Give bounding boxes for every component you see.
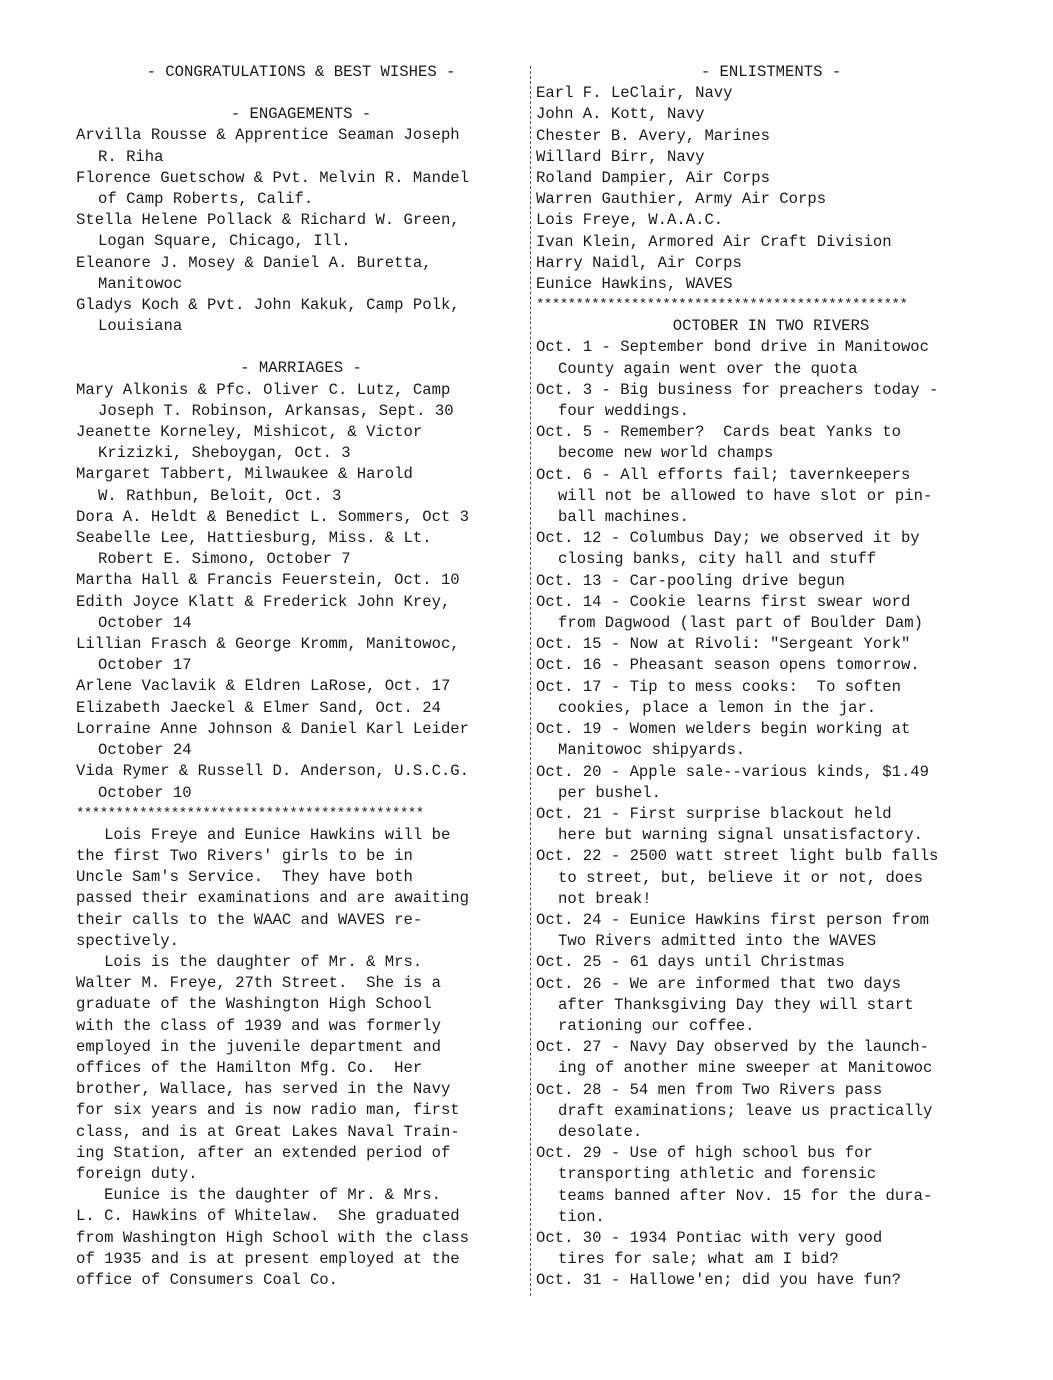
engagement-entry-line: Arvilla Rousse & Apprentice Seaman Joseph (76, 126, 460, 145)
marriage-entry (76, 507, 526, 528)
marriage-entry-line: Arlene Vaclavik & Eldren LaRose, Oct. 17 (76, 677, 451, 696)
october-event-line: Oct. 31 - Hallowe'en; did you have fun? (536, 1271, 901, 1290)
marriage-entry-line: Lorraine Anne Johnson & Daniel Karl Leider (76, 719, 470, 738)
enlistment-entry: Chester B. Avery, Marines (536, 126, 770, 145)
article-line: ing Station, after an extended period of (76, 1143, 451, 1162)
star-separator-right: *********************************************** (536, 297, 908, 314)
october-event (536, 804, 1006, 846)
marriage-entry-line: October 24 (98, 741, 192, 760)
marriage-entry (76, 761, 526, 803)
engagement-entry (76, 210, 526, 252)
main-heading: - CONGRATULATIONS & BEST WISHES - (146, 63, 456, 81)
marriage-entry-line: Krizizki, Sheboygan, Oct. 3 (98, 444, 351, 463)
marriage-entry-line: Seabelle Lee, Hattiesburg, Miss. & Lt. (76, 529, 432, 548)
enlistment-entry: Willard Birr, Navy (536, 147, 705, 166)
october-heading: OCTOBER IN TWO RIVERS (672, 317, 870, 336)
october-event-line: will not be allowed to have slot or pin- (558, 486, 933, 505)
october-event-line: draft examinations; leave us practically (558, 1101, 933, 1120)
october-event (536, 1143, 1006, 1228)
article-line: Lois Freye and Eunice Hawkins will be (76, 825, 451, 844)
engagement-entry-line: Manitowoc (98, 274, 183, 293)
october-event (536, 762, 1006, 804)
october-event (536, 634, 1006, 655)
october-event (536, 1080, 1006, 1144)
article-line: passed their examinations and are awaiting (76, 889, 470, 908)
october-event-line: Oct. 17 - Tip to mess cooks: To soften (536, 677, 901, 696)
article-line: class, and is at Great Lakes Naval Train- (76, 1122, 460, 1141)
marriages-heading: - MARRIAGES - (240, 359, 362, 378)
october-event-line: ing of another mine sweeper at Manitowoc (558, 1059, 933, 1078)
october-event-line: Oct. 3 - Big business for preachers today - (536, 380, 939, 399)
article-line: for six years and is now radio man, first (76, 1101, 460, 1120)
marriage-entry (76, 570, 526, 591)
october-events-list (536, 337, 1006, 1291)
article-line: from Washington High School with the class (76, 1228, 470, 1247)
marriage-entry-line: Martha Hall & Francis Feuerstein, Oct. 10 (76, 571, 460, 590)
engagement-entry-line: Logan Square, Chicago, Ill. (98, 232, 351, 251)
article-line: of 1935 and is at present employed at the (76, 1249, 460, 1268)
october-event-line: Oct. 22 - 2500 watt street light bulb falls (536, 847, 939, 866)
left-column (76, 62, 526, 1291)
marriage-entry (76, 464, 526, 506)
october-event-line: Oct. 12 - Columbus Day; we observed it by (536, 529, 920, 548)
enlistments-heading: - ENLISTMENTS - (700, 63, 842, 81)
enlistment-entry: Roland Dampier, Air Corps (536, 169, 770, 188)
article-line: L. C. Hawkins of Whitelaw. She graduated (76, 1207, 460, 1226)
right-column (536, 62, 1006, 1292)
october-event-line: tires for sale; what am I bid? (558, 1250, 839, 1269)
october-event-line: Oct. 19 - Women welders begin working at (536, 720, 911, 739)
engagement-entry-line: Gladys Koch & Pvt. John Kakuk, Camp Polk, (76, 296, 460, 315)
october-event (536, 465, 1006, 529)
october-event-line: Oct. 26 - We are informed that two days (536, 974, 901, 993)
marriage-entry (76, 634, 526, 676)
october-event-line: not break! (558, 889, 652, 908)
october-event-line: four weddings. (558, 402, 690, 421)
article-line: offices of the Hamilton Mfg. Co. Her (76, 1058, 423, 1077)
october-event-line: transporting athletic and forensic (558, 1165, 877, 1184)
marriage-entry-line: Robert E. Simono, October 7 (98, 550, 351, 569)
october-event (536, 846, 1006, 910)
october-event (536, 1270, 1006, 1291)
october-event (536, 571, 1006, 592)
october-event-line: Oct. 13 - Car-pooling drive begun (536, 571, 845, 590)
october-event-line: Oct. 20 - Apple sale--various kinds, $1.49 (536, 762, 930, 781)
engagement-entry-line: Eleanore J. Mosey & Daniel A. Buretta, (76, 253, 432, 272)
october-event (536, 337, 1006, 379)
article-line: Uncle Sam's Service. They have both (76, 868, 413, 887)
october-event-line: desolate. (558, 1122, 643, 1141)
october-event-line: Oct. 14 - Cookie learns first swear word (536, 592, 911, 611)
october-event-line: cookies, place a lemon in the jar. (558, 698, 877, 717)
marriage-entry-line: Jeanette Korneley, Mishicot, & Victor (76, 423, 423, 442)
october-event (536, 974, 1006, 1038)
article-line: employed in the juvenile department and (76, 1037, 441, 1056)
article-line: the first Two Rivers' girls to be in (76, 846, 413, 865)
marriage-entry (76, 676, 526, 697)
engagement-entry-line: Louisiana (98, 317, 183, 336)
engagement-entry (76, 125, 526, 167)
october-event-line: tion. (558, 1207, 605, 1226)
marriage-entry-line: Joseph T. Robinson, Arkansas, Sept. 30 (98, 401, 454, 420)
marriage-entry-line: Vida Rymer & Russell D. Anderson, U.S.C.G. (76, 762, 470, 781)
marriage-entry-line: Edith Joyce Klatt & Frederick John Krey, (76, 592, 451, 611)
article-line: with the class of 1939 and was formerly (76, 1016, 441, 1035)
october-event (536, 719, 1006, 761)
october-event-line: Oct. 28 - 54 men from Two Rivers pass (536, 1080, 883, 1099)
october-event-line: Oct. 24 - Eunice Hawkins first person from (536, 910, 930, 929)
engagement-entry-line: Stella Helene Pollack & Richard W. Green, (76, 211, 460, 230)
marriage-entry-line: Elizabeth Jaeckel & Elmer Sand, Oct. 24 (76, 698, 441, 717)
marriage-entry-line: Lillian Frasch & George Kromm, Manitowoc, (76, 635, 460, 654)
engagement-entry (76, 253, 526, 295)
october-event-line: Oct. 25 - 61 days until Christmas (536, 953, 845, 972)
october-event (536, 528, 1006, 570)
article-line: their calls to the WAAC and WAVES re- (76, 910, 423, 929)
october-event-line: teams banned after Nov. 15 for the dura- (558, 1186, 933, 1205)
enlistment-entry: Ivan Klein, Armored Air Craft Division (536, 232, 892, 251)
enlistment-entry: Warren Gauthier, Army Air Corps (536, 190, 827, 209)
october-event-line: Oct. 16 - Pheasant season opens tomorrow. (536, 656, 920, 675)
article-line: office of Consumers Coal Co. (76, 1270, 339, 1289)
october-event-line: Oct. 27 - Navy Day observed by the launch- (536, 1038, 930, 1057)
october-event (536, 380, 1006, 422)
october-event (536, 422, 1006, 464)
october-event-line: rationing our coffee. (558, 1016, 755, 1035)
marriage-entry (76, 719, 526, 761)
october-event (536, 677, 1006, 719)
engagement-entry-line: of Camp Roberts, Calif. (98, 190, 314, 209)
marriage-entry (76, 380, 526, 422)
october-event-line: become new world champs (558, 444, 774, 463)
october-event-line: Oct. 21 - First surprise blackout held (536, 804, 892, 823)
column-divider (530, 66, 531, 1296)
marriage-entry (76, 698, 526, 719)
october-event (536, 910, 1006, 952)
enlistments-list (536, 83, 1006, 295)
article-line: Eunice is the daughter of Mr. & Mrs. (76, 1186, 441, 1205)
enlistment-entry: John A. Kott, Navy (536, 105, 705, 124)
star-separator-left: ******************************************** (76, 805, 424, 822)
october-event (536, 952, 1006, 973)
enlistment-entry: Earl F. LeClair, Navy (536, 84, 733, 103)
engagements-list (76, 125, 526, 337)
marriage-entry-line: October 14 (98, 613, 192, 632)
article-text (76, 825, 526, 1291)
october-event-line: Oct. 5 - Remember? Cards beat Yanks to (536, 423, 901, 442)
marriage-entry-line: October 10 (98, 783, 192, 802)
engagement-entry-line: Florence Guetschow & Pvt. Melvin R. Mandel (76, 168, 470, 187)
article-line: graduate of the Washington High School (76, 995, 432, 1014)
marriage-entry-line: October 17 (98, 656, 192, 675)
october-event-line: Oct. 6 - All efforts fail; tavernkeepers (536, 465, 911, 484)
october-event-line: per bushel. (558, 783, 661, 802)
enlistment-entry: Harry Naidl, Air Corps (536, 253, 742, 272)
article-line: spectively. (76, 931, 179, 950)
october-event-line: to street, but, believe it or not, does (558, 868, 923, 887)
october-event (536, 1037, 1006, 1079)
marriage-entry-line: Margaret Tabbert, Milwaukee & Harold (76, 465, 413, 484)
october-event-line: County again went over the quota (558, 359, 858, 378)
article-line: brother, Wallace, has served in the Navy (76, 1080, 451, 1099)
engagement-entry (76, 295, 526, 337)
enlistment-entry: Lois Freye, W.A.A.C. (536, 211, 724, 230)
enlistment-entry: Eunice Hawkins, WAVES (536, 275, 733, 294)
marriage-entry (76, 528, 526, 570)
marriage-entry-line: Mary Alkonis & Pfc. Oliver C. Lutz, Camp (76, 380, 451, 399)
october-event-line: closing banks, city hall and stuff (558, 550, 877, 569)
october-event-line: Manitowoc shipyards. (558, 741, 746, 760)
october-event-line: ball machines. (558, 508, 690, 527)
october-event-line: Oct. 30 - 1934 Pontiac with very good (536, 1228, 883, 1247)
marriage-entry (76, 592, 526, 634)
october-event (536, 1228, 1006, 1270)
october-event-line: after Thanksgiving Day they will start (558, 995, 914, 1014)
october-event-line: Oct. 15 - Now at Rivoli: "Sergeant York" (536, 635, 911, 654)
article-line: foreign duty. (76, 1164, 198, 1183)
marriage-entry (76, 422, 526, 464)
article-line: Lois is the daughter of Mr. & Mrs. (76, 952, 423, 971)
marriage-entry-line: Dora A. Heldt & Benedict L. Sommers, Oct 3 (76, 507, 470, 526)
october-event (536, 655, 1006, 676)
engagements-heading: - ENGAGEMENTS - (230, 105, 372, 124)
article-line: Walter M. Freye, 27th Street. She is a (76, 974, 441, 993)
marriage-entry-line: W. Rathbun, Beloit, Oct. 3 (98, 486, 342, 505)
marriages-list (76, 380, 526, 804)
october-event-line: Two Rivers admitted into the WAVES (558, 932, 877, 951)
october-event-line: from Dagwood (last part of Boulder Dam) (558, 614, 923, 633)
engagement-entry-line: R. Riha (98, 147, 164, 166)
october-event-line: Oct. 29 - Use of high school bus for (536, 1144, 873, 1163)
october-event-line: here but warning signal unsatisfactory. (558, 826, 923, 845)
engagement-entry (76, 168, 526, 210)
october-event (536, 592, 1006, 634)
october-event-line: Oct. 1 - September bond drive in Manitowoc (536, 338, 930, 357)
